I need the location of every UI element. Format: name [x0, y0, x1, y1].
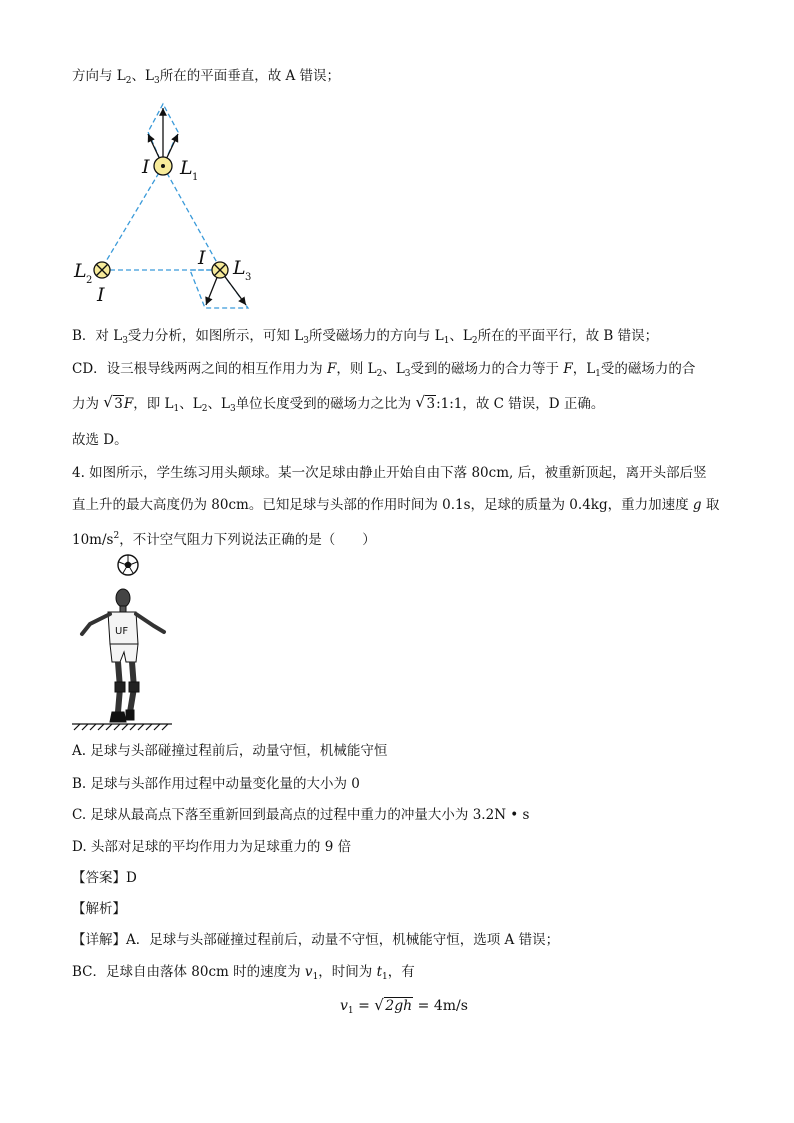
text: 所受磁场力的方向与 L — [308, 328, 444, 344]
current-label-L2: I — [97, 284, 105, 306]
analysis-label: 【解析】 — [72, 901, 126, 917]
math-var: v — [304, 964, 313, 980]
text-line — [72, 394, 604, 419]
subscript: 2 — [201, 404, 208, 414]
student-icon — [82, 589, 164, 722]
radicand: 3 — [114, 396, 123, 412]
option-d: D. 头部对足球的平均作用力为足球重力的 9 倍 — [72, 839, 352, 855]
formula-result: = 4m/s — [417, 998, 468, 1014]
answer-label: 【答案】D — [72, 870, 137, 886]
wire-L2-in-icon — [94, 262, 110, 278]
text: 、L — [131, 68, 154, 84]
text: 、L — [207, 396, 230, 412]
superscript: 2 — [113, 531, 120, 541]
label-L1: L — [180, 157, 193, 179]
text: ，有 — [387, 964, 415, 980]
label-L2-sub: 2 — [86, 275, 93, 286]
sqrt: √ 2gh — [374, 996, 413, 1014]
subscript: 3 — [404, 369, 411, 379]
subscript: 1 — [443, 336, 450, 346]
sqrt: √ 3 — [415, 393, 436, 412]
text: 方向与 L — [72, 68, 126, 84]
text: 受力分析，如图所示，可知 L — [127, 328, 304, 344]
svg-text:UF: UF — [115, 626, 129, 637]
label-L2: L — [74, 260, 87, 282]
option-b: B. 足球与头部作用过程中动量变化量的大小为 0 — [72, 776, 360, 792]
text-line — [72, 962, 415, 987]
text: 10m/s — [72, 532, 114, 548]
text: 受到的磁场力的合力等于 — [410, 361, 564, 377]
math-var: F — [563, 361, 573, 377]
math-var: g — [692, 497, 702, 513]
text: B．对 L — [72, 328, 123, 344]
text-line — [72, 66, 340, 91]
text: 、L — [449, 328, 472, 344]
question-line: 4. 如图所示，学生练习用头颠球。某一次足球由静止开始自由下落 80cm, 后，被重新顶起，离开头部后竖 — [72, 465, 707, 481]
label-L3-sub: 3 — [245, 272, 252, 283]
radicand: 2gh — [385, 998, 413, 1014]
text: ，时间为 — [318, 964, 377, 980]
text: ，即 L — [133, 396, 174, 412]
text: 、L — [179, 396, 202, 412]
math-var: v — [340, 998, 348, 1014]
subscript: 3 — [303, 336, 309, 346]
math-var: F — [326, 361, 337, 377]
subscript: 1 — [595, 369, 601, 379]
math-var: F — [123, 396, 134, 412]
text: ，不计空气阻力下列说法正确的是（ ） — [119, 532, 376, 548]
option-c: C. 足球从最高点下落至重新回到最高点的过程中重力的冲量大小为 3.2N • s — [72, 807, 530, 823]
math-var: t — [376, 964, 383, 980]
subscript: 2 — [471, 336, 478, 346]
sqrt: √ 3 — [103, 393, 123, 412]
current-label-L3: I — [198, 247, 206, 269]
radicand: 3 — [426, 396, 436, 412]
subscript: 3 — [122, 336, 128, 346]
text-line: 故选 D。 — [72, 432, 128, 448]
text: BC．足球自由落体 80cm 时的速度为 — [72, 964, 305, 980]
subscript: 3 — [153, 76, 160, 86]
text: 所在的平面垂直，故 A 错误； — [159, 68, 341, 84]
text-line — [72, 326, 658, 351]
question-line — [72, 495, 719, 515]
question-line — [72, 526, 376, 550]
text: :1:1，故 C 错误，D 正确。 — [436, 396, 605, 412]
current-label-L1: I — [142, 156, 150, 178]
subscript: 3 — [229, 404, 236, 414]
label-L3: L — [233, 257, 246, 279]
three-wires-diagram — [70, 98, 270, 313]
subscript: 1 — [347, 1006, 354, 1016]
text: 、L — [382, 361, 405, 377]
text: 受的磁场力的合 — [600, 361, 696, 377]
text: 取 — [701, 497, 720, 513]
text-line — [72, 359, 695, 384]
text: CD．设三根导线两两之间的相互作用力为 — [72, 361, 327, 377]
option-a: A. 足球与头部碰撞过程前后，动量守恒，机械能守恒 — [72, 743, 388, 759]
text: ，则 L — [336, 361, 377, 377]
wire-L3-in-icon — [212, 262, 228, 278]
label-L1-sub: 1 — [192, 172, 199, 183]
soccer-ball-icon — [118, 555, 138, 575]
subscript: 1 — [173, 404, 180, 414]
equals-sign: = — [358, 998, 370, 1014]
text: 所在的平面平行，故 B 错误； — [477, 328, 659, 344]
student-heading-ball-figure — [70, 552, 174, 734]
detail-line: 【详解】A．足球与头部碰撞过程前后，动量不守恒，机械能守恒，选项 A 错误； — [72, 932, 560, 948]
subscript: 1 — [312, 972, 319, 982]
text: ，L — [572, 361, 596, 377]
ground-hatching — [72, 724, 172, 730]
subscript: 1 — [382, 972, 388, 982]
velocity-formula — [340, 998, 468, 1016]
text: 单位长度受到的磁场力之比为 — [235, 396, 416, 412]
wire-L1-out-icon — [154, 157, 172, 175]
text: 直上升的最大高度仍为 80cm。已知足球与头部的作用时间为 0.1s，足球的质量为 0.4kg，重力加速度 — [72, 497, 693, 513]
subscript: 2 — [376, 369, 383, 379]
text: 力为 — [72, 396, 104, 412]
subscript: 2 — [125, 76, 132, 86]
